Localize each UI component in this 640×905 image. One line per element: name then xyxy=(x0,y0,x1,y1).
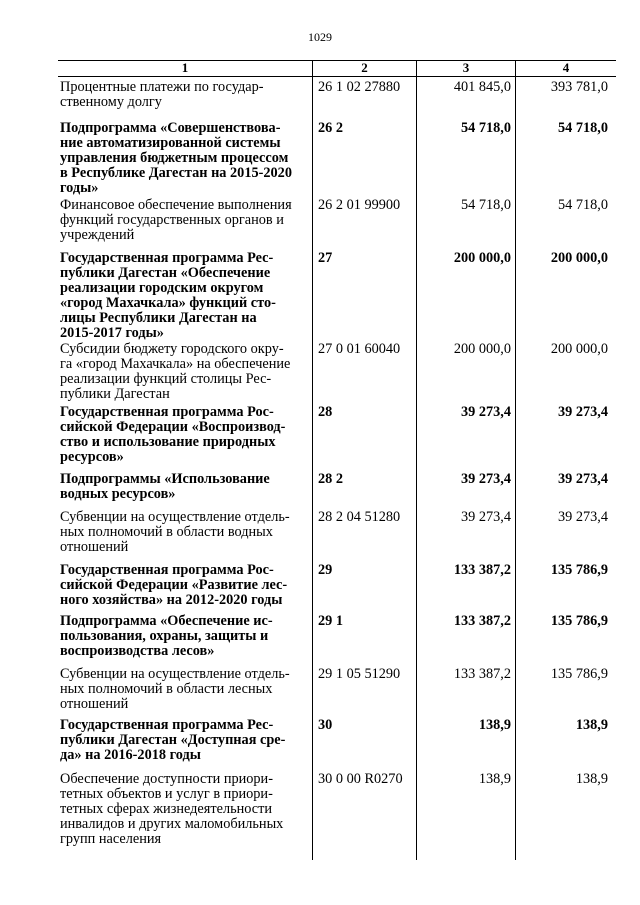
row-value-3: 138,9 xyxy=(478,717,511,733)
column-header-4: 4 xyxy=(562,60,570,75)
row-value-4: 200 000,0 xyxy=(550,341,608,357)
row-code: 27 0 01 60040 xyxy=(318,341,401,357)
row-value-3: 54 718,0 xyxy=(460,120,511,136)
row-value-3: 133 387,2 xyxy=(453,562,511,578)
row-value-4: 135 786,9 xyxy=(550,613,608,629)
row-name: Государственная программа Рес- публики Дагестан «Обеспечение реализации городским округом «город Махачкала» функций сто- лицы Республики Дагестан на 2015-2017 годы» xyxy=(60,250,276,341)
row-value-3: 39 273,4 xyxy=(460,404,511,420)
row-name: Субсидии бюджету городского окру- га «город Махачкала» на обеспечение реализации функций столицы Рес- публики Дагестан xyxy=(60,341,291,402)
row-name: Финансовое обеспечение выполнения функций государственных органов и учреждений xyxy=(60,197,292,243)
row-name: Процентные платежи по государ- ственному долгу xyxy=(60,79,264,110)
column-header-3: 3 xyxy=(462,60,470,75)
row-code: 30 xyxy=(318,717,333,733)
row-value-3: 138,9 xyxy=(478,771,511,787)
row-value-4: 200 000,0 xyxy=(550,250,608,266)
row-value-3: 39 273,4 xyxy=(460,471,511,487)
row-code: 27 xyxy=(318,250,333,266)
page-number: 1029 xyxy=(308,30,332,44)
row-value-4: 138,9 xyxy=(575,771,608,787)
row-value-4: 135 786,9 xyxy=(550,666,608,682)
column-header-1: 1 xyxy=(181,60,189,75)
row-value-4: 39 273,4 xyxy=(557,509,608,525)
row-name: Субвенции на осуществление отдель- ных полномочий в области водных отношений xyxy=(60,509,290,555)
row-name: Подпрограмма «Совершенствова- ние автоматизированной системы управления бюджетным процессом в Республике Дагестан на 2015-2020 годы» xyxy=(60,120,292,196)
column-divider-3 xyxy=(515,60,516,860)
row-code: 30 0 00 R0270 xyxy=(318,771,403,787)
row-value-3: 200 000,0 xyxy=(453,250,511,266)
row-value-3: 200 000,0 xyxy=(453,341,511,357)
row-value-4: 393 781,0 xyxy=(550,79,608,95)
row-name: Государственная программа Рес- публики Дагестан «Доступная сре- да» на 2016-2018 годы xyxy=(60,717,286,763)
row-name: Государственная программа Рос- сийской Федерации «Воспроизвод- ство и использование природных ресурсов» xyxy=(60,404,286,465)
header-bottom-border xyxy=(58,76,616,77)
row-code: 28 xyxy=(318,404,333,420)
row-value-4: 39 273,4 xyxy=(557,404,608,420)
row-name: Подпрограмма «Обеспечение ис- пользования, охраны, защиты и воспроизводства лесов» xyxy=(60,613,273,659)
row-value-4: 138,9 xyxy=(575,717,608,733)
row-code: 28 2 04 51280 xyxy=(318,509,401,525)
row-code: 29 1 xyxy=(318,613,344,629)
row-value-3: 133 387,2 xyxy=(453,613,511,629)
row-name: Обеспечение доступности приори- тетных объектов и услуг в приори- тетных сферах жизнедеятельности инвалидов и других маломобильных групп населения xyxy=(60,771,284,847)
row-value-4: 54 718,0 xyxy=(557,197,608,213)
column-divider-2 xyxy=(416,60,417,860)
column-divider-1 xyxy=(312,60,313,860)
row-value-3: 133 387,2 xyxy=(453,666,511,682)
column-header-2: 2 xyxy=(361,60,368,75)
row-name: Государственная программа Рос- сийской Федерации «Развитие лес- ного хозяйства» на 2012-2020 годы xyxy=(60,562,288,608)
row-value-4: 135 786,9 xyxy=(550,562,608,578)
row-code: 26 1 02 27880 xyxy=(318,79,401,95)
row-code: 26 2 01 99900 xyxy=(318,197,401,213)
row-name: Подпрограммы «Использование водных ресурсов» xyxy=(60,471,270,502)
row-code: 29 xyxy=(318,562,333,578)
row-value-4: 54 718,0 xyxy=(557,120,608,136)
row-name: Субвенции на осуществление отдель- ных полномочий в области лесных отношений xyxy=(60,666,290,712)
row-value-4: 39 273,4 xyxy=(557,471,608,487)
row-code: 29 1 05 51290 xyxy=(318,666,401,682)
row-code: 26 2 xyxy=(318,120,344,136)
row-value-3: 39 273,4 xyxy=(460,509,511,525)
row-value-3: 401 845,0 xyxy=(453,79,511,95)
row-value-3: 54 718,0 xyxy=(460,197,511,213)
row-code: 28 2 xyxy=(318,471,344,487)
